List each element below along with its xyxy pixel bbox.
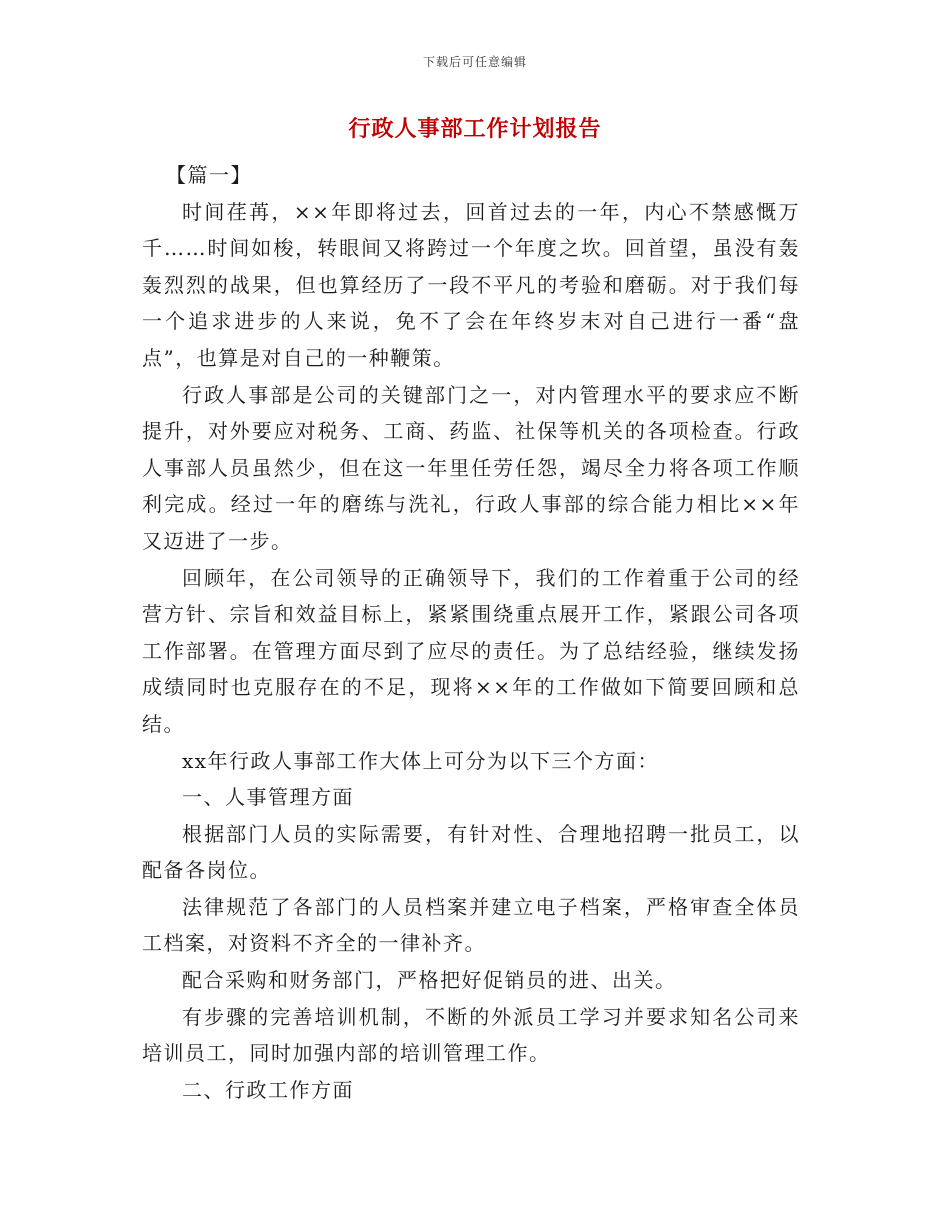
section-heading: 二、行政工作方面: [182, 1077, 354, 1102]
paragraph: xx年行政人事部工作大体上可分为以下三个方面：: [182, 748, 660, 773]
header-note: 下载后可任意编辑: [422, 55, 527, 69]
paragraph: 配合采购和财务部门，严格把好促销员的进、出关。: [182, 968, 677, 993]
document-body: [142, 157, 800, 1108]
section-heading: 一、人事管理方面: [182, 785, 354, 810]
paragraph: 法律规范了各部门的人员档案并建立电子档案，严格审查全体员工档案，对资料不齐全的一律补齐。: [142, 894, 800, 956]
paragraph: 根据部门人员的实际需要，有针对性、合理地招聘一批员工，以配备各岗位。: [142, 821, 800, 883]
paragraph: 行政人事部是公司的关键部门之一，对内管理水平的要求应不断提升，对外要应对税务、工商、药监、社保等机关的各项检查。行政人事部人员虽然少，但在这一年里任劳任怨，竭尽全力将各项工作顺利完成。经过一年的磨练与洗礼，行政人事部的综合能力相比××年又迈进了一步。: [142, 382, 800, 553]
paragraph: 有步骤的完善培训机制，不断的外派员工学习并要求知名公司来培训员工，同时加强内部的培训管理工作。: [142, 1004, 800, 1066]
section-tag: 【篇一】: [166, 163, 252, 187]
paragraph: 回顾年，在公司领导的正确领导下，我们的工作着重于公司的经营方针、宗旨和效益目标上，紧紧围绕重点展开工作，紧跟公司各项工作部署。在管理方面尽到了应尽的责任。为了总结经验，继续发扬成绩同时也克服存在的不足，现将××年的工作做如下简要回顾和总结。: [142, 565, 800, 736]
page-title: 行政人事部工作计划报告: [348, 116, 602, 142]
paragraph: 时间荏苒，××年即将过去，回首过去的一年，内心不禁感慨万千……时间如梭，转眼间又将跨过一个年度之坎。回首望，虽没有轰轰烈烈的战果，但也算经历了一段不平凡的考验和磨砺。对于我们每一个追求进步的人来说，免不了会在年终岁末对自己进行一番“盘点”，也算是对自己的一种鞭策。: [142, 199, 800, 370]
